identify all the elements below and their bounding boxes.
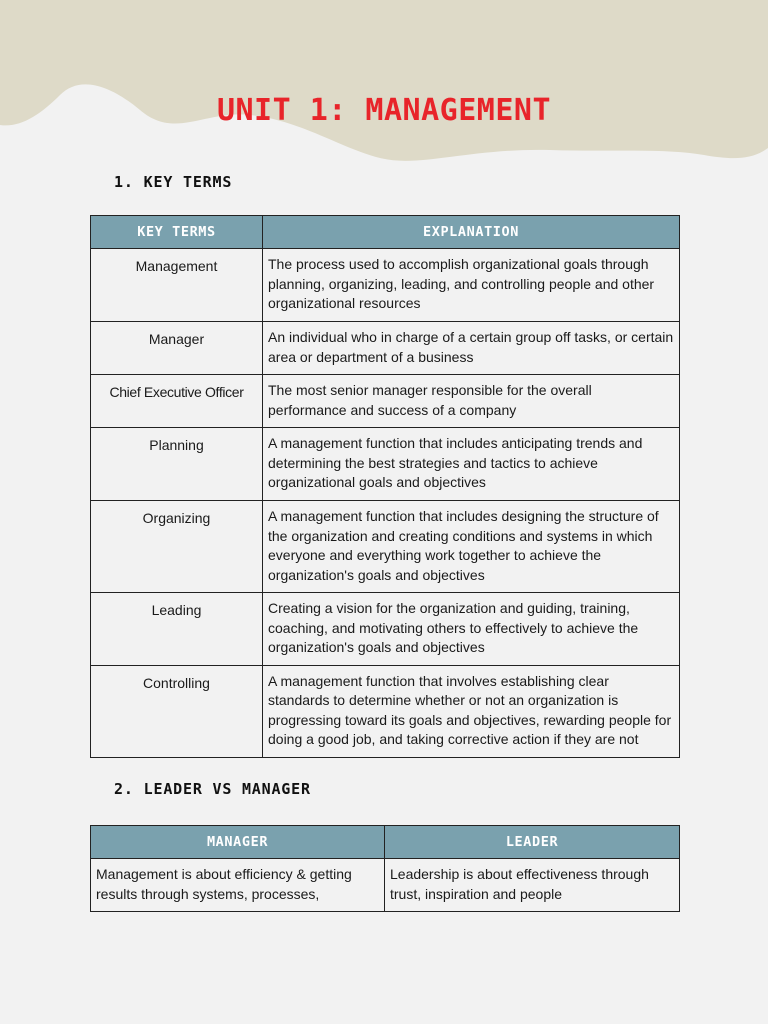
- term-cell: Management: [91, 249, 263, 322]
- table-row: [91, 501, 680, 593]
- term-cell: Controlling: [91, 665, 263, 757]
- table-row: [91, 249, 680, 322]
- term-cell: Manager: [91, 322, 263, 375]
- leader-cell: Leadership is about effectiveness through trust, inspiration and people: [385, 859, 680, 912]
- section-number: 1.: [114, 173, 134, 191]
- leader-vs-manager-table: [90, 825, 680, 912]
- table-header-row: [91, 216, 680, 249]
- table-row: [91, 593, 680, 666]
- header-decorative-blob: [0, 0, 768, 180]
- term-cell: Leading: [91, 593, 263, 666]
- explanation-cell: An individual who in charge of a certain group off tasks, or certain area or department of a business: [263, 322, 680, 375]
- term-cell: Organizing: [91, 501, 263, 593]
- section-number: 2.: [114, 780, 134, 798]
- section-title: LEADER VS MANAGER: [143, 780, 311, 798]
- table-header-row: [91, 826, 680, 859]
- explanation-cell: The most senior manager responsible for the overall performance and success of a company: [263, 375, 680, 428]
- term-cell: Chief Executive Officer: [91, 375, 263, 428]
- explanation-cell: A management function that involves establishing clear standards to determine whether or not an organization is progressing toward its goals and objectives, rewarding people for doing a good job, and taking corrective action if they are not: [263, 665, 680, 757]
- key-terms-table: [90, 215, 680, 758]
- explanation-cell: The process used to accomplish organizational goals through planning, organizing, leading, and controlling people and other organizational resources: [263, 249, 680, 322]
- manager-cell: Management is about efficiency & getting results through systems, processes,: [91, 859, 385, 912]
- table-row: [91, 859, 680, 912]
- column-header-leader: LEADER: [385, 826, 680, 859]
- table-row: [91, 375, 680, 428]
- table-row: [91, 665, 680, 757]
- column-header-key-terms: KEY TERMS: [91, 216, 263, 249]
- section-heading-leader-vs-manager: [114, 780, 311, 798]
- page-title: UNIT 1: MANAGEMENT: [216, 93, 552, 128]
- term-cell: Planning: [91, 428, 263, 501]
- table-row: [91, 428, 680, 501]
- explanation-cell: A management function that includes anticipating trends and determining the best strategies and tactics to achieve organizational goals and objectives: [263, 428, 680, 501]
- column-header-manager: MANAGER: [91, 826, 385, 859]
- table-row: [91, 322, 680, 375]
- explanation-cell: Creating a vision for the organization and guiding, training, coaching, and motivating others to effectively to achieve the organization's goals and objectives: [263, 593, 680, 666]
- explanation-cell: A management function that includes designing the structure of the organization and creating conditions and systems in which everyone and everything work together to achieve the organization's goals and objectives: [263, 501, 680, 593]
- section-heading-key-terms: [114, 173, 232, 191]
- column-header-explanation: EXPLANATION: [263, 216, 680, 249]
- section-title: KEY TERMS: [143, 173, 233, 191]
